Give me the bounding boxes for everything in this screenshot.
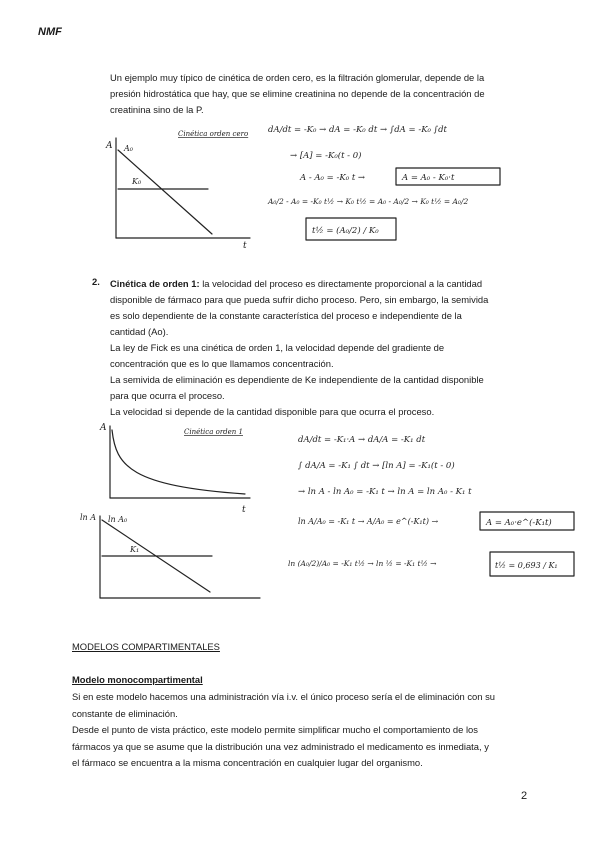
- equation-line: ln A/A₀ = -K₁ t → A/A₀ = e^(-K₁t) →: [298, 517, 439, 526]
- subsection-title: Modelo monocompartimental: [72, 674, 203, 685]
- text-line: Un ejemplo muy típico de cinética de orden cero, es la filtración glomerular, depende de la: [110, 72, 485, 83]
- axis-y-label: A: [100, 423, 107, 433]
- text-line: el fármaco se encuentra a la misma concentración en cualquier lugar del organismo.: [72, 757, 423, 768]
- first-order-ln-graph: [80, 513, 260, 598]
- first-order-handwritten-figure: [80, 420, 580, 610]
- text-line: Desde el punto de vista práctico, este modelo permite simplificar mucho el comportamiento de los: [72, 724, 478, 735]
- text-line: disponible de fármaco para que pueda sufrir dicho proceso. Pero, sin embargo, la semivida: [110, 294, 489, 305]
- equation-line: A₀/2 - A₀ = -K₀ t½ → K₀ t½ = A₀ - A₀/2 → K₀ t½ = A₀/2: [268, 197, 469, 206]
- text-line: cantidad (Ao).: [110, 326, 169, 337]
- boxed-equation: A = A₀·e^(-K₁t): [486, 518, 552, 528]
- equation-line: → [A] = -K₀(t - 0): [290, 151, 362, 161]
- graph-title: Cinética orden cero: [178, 130, 249, 138]
- monocompartment-paragraph: [72, 689, 542, 772]
- k0-label: K₀: [132, 177, 142, 186]
- equation-line: ∫ dA/A = -K₁ ∫ dt → [ln A] = -K₁(t - 0): [298, 461, 455, 471]
- text-line: La semivida de eliminación es dependiente de Ke independiente de la cantidad disponible: [110, 374, 484, 385]
- equation-line: A - A₀ = -K₀ t →: [300, 173, 366, 183]
- text-line: para que ocurra el proceso.: [110, 390, 225, 401]
- axis-x-label: t: [242, 505, 246, 515]
- exponential-curve: [112, 430, 245, 494]
- item-number: 2.: [92, 276, 100, 287]
- text-line: presión hidrostática que hay, que se elimine creatinina no depende de la concentración de: [110, 88, 485, 99]
- a0-label: A₀: [124, 144, 133, 153]
- equation-line: dA/dt = -K₁·A → dA/A = -K₁ dt: [298, 435, 426, 445]
- axis-y-label: A: [106, 141, 113, 151]
- boxed-equation: A = A₀ - K₀·t: [402, 173, 455, 183]
- zero-order-handwritten-figure: [100, 118, 570, 248]
- boxed-equation: t½ = (A₀/2) / K₀: [312, 226, 379, 236]
- ln-a0-label: ln A₀: [108, 515, 128, 524]
- section-title: MODELOS COMPARTIMENTALES: [72, 641, 220, 652]
- axis-x-label: t: [243, 241, 247, 248]
- text-line: es solo dependiente de la constante característica del proceso e independiente de la: [110, 310, 462, 321]
- text-line: La velocidad si depende de la cantidad disponible para que ocurra el proceso.: [110, 406, 435, 417]
- equation-line: → ln A - ln A₀ = -K₁ t → ln A = ln A₀ - K₁ t: [298, 487, 472, 497]
- text-line: La ley de Fick es una cinética de orden 1, la velocidad depende del gradiente de: [110, 342, 445, 353]
- text-line: la velocidad del proceso es directamente proporcional a la cantidad: [199, 278, 483, 289]
- equation-line: dA/dt = -K₀ → dA = -K₀ dt → ∫dA = -K₀ ∫dt: [268, 125, 447, 135]
- document-header: NMF: [38, 26, 62, 38]
- item-title: Cinética de orden 1:: [110, 278, 200, 289]
- text-line: Si en este modelo hacemos una administración vía i.v. el único proceso sería el de eliminación con su: [72, 691, 495, 702]
- equation-line: ln (A₀/2)/A₀ = -K₁ t½ → ln ½ = -K₁ t½ →: [288, 559, 437, 568]
- page-number: 2: [521, 790, 528, 802]
- first-order-curve-graph: [99, 423, 250, 515]
- text-line: creatinina sino de la P.: [110, 104, 204, 115]
- first-order-item: [110, 276, 530, 420]
- k1-label: K₁: [130, 545, 140, 554]
- text-line: fármacos ya que se asume que la distribución una vez administrado el medicamento es inmediata, y: [72, 740, 489, 752]
- zero-order-graph: [105, 130, 250, 248]
- text-line: constante de eliminación.: [72, 707, 178, 719]
- text-line: concentración que es lo que llamamos concentración.: [110, 358, 334, 369]
- boxed-equation: t½ = 0,693 / K₁: [495, 561, 558, 570]
- ln-axis-y-label: ln A: [80, 513, 97, 522]
- intro-paragraph: [110, 70, 530, 118]
- graph-title: Cinética orden 1: [184, 428, 243, 436]
- decay-line: [118, 150, 212, 234]
